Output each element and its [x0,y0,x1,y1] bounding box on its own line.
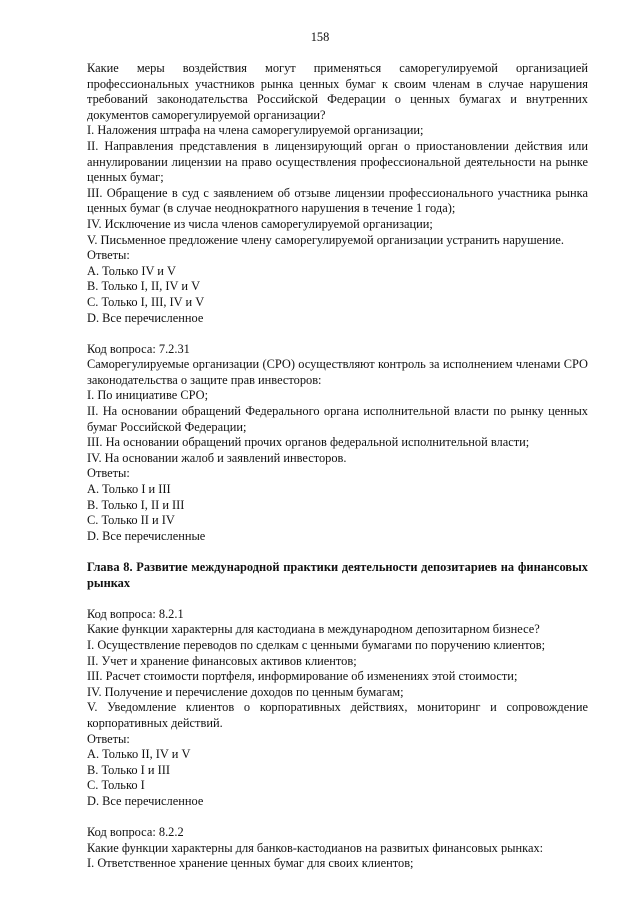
answer-option: D. Все перечисленные [87,528,206,543]
option-item: IV. Получение и перечисление доходов по ценным бумагам; [87,684,404,699]
answer-option: C. Только I, III, IV и V [87,294,205,309]
question-text: Саморегулируемые организации (СРО) осуществляют контроль за исполнением членами СРО законодательства о защите прав инвесторов: [87,357,588,387]
answers-label: Ответы: [87,466,130,481]
answer-option: C. Только II и IV [87,513,175,528]
question-block-4 [87,825,588,872]
option-item: IV. На основании жалоб и заявлений инвесторов. [87,450,347,465]
question-code: Код вопроса: 7.2.31 [87,341,190,356]
question-code: Код вопроса: 8.2.1 [87,606,184,621]
option-item: I. Ответственное хранение ценных бумаг для своих клиентов; [87,856,414,871]
question-block-3 [87,607,588,810]
answer-option: B. Только I, II, IV и V [87,279,201,294]
answer-option: D. Все перечисленное [87,310,204,325]
question-code: Код вопроса: 8.2.2 [87,825,184,840]
answers-label: Ответы: [87,731,130,746]
question-block-2 [87,342,588,545]
question-text: Какие функции характерны для кастодиана в международном депозитарном бизнесе? [87,622,540,637]
option-item: III. Расчет стоимости портфеля, информирование об изменениях этой стоимости; [87,669,518,684]
answer-option: A. Только II, IV и V [87,747,191,762]
option-item: IV. Исключение из числа членов саморегулируемой организации; [87,216,433,231]
spacer [87,326,588,342]
answer-option: C. Только I [87,778,145,793]
spacer [87,544,588,560]
answer-option: B. Только I и III [87,762,170,777]
option-item: I. Наложения штрафа на члена саморегулируемой организации; [87,123,424,138]
spacer [87,591,588,607]
option-item: I. Осуществление переводов по сделкам с ценными бумагами по поручению клиентов; [87,637,546,652]
answer-option: A. Только IV и V [87,263,176,278]
option-item: II. Направления представления в лицензирующий орган о приостановлении действия или аннулировании лицензии на право осуществления профессиональной деятельности на рынке ценных бумаг; [87,138,588,185]
answer-option: D. Все перечисленное [87,793,204,808]
answer-option: A. Только I и III [87,482,171,497]
answers-label: Ответы: [87,248,130,263]
question-text: Какие меры воздействия могут применяться саморегулируемой организацией профессиональных участников рынка ценных бумаг к своим членам в случае нарушения требований законодательства Российской Федерации о ценных бумагах и внутренних документов саморегулируемой организации? [87,61,588,122]
option-item: I. По инициативе СРО; [87,388,209,403]
option-item: III. На основании обращений прочих органов федеральной исполнительной власти; [87,435,530,450]
answer-option: B. Только I, II и III [87,497,185,512]
option-item: II. Учет и хранение финансовых активов клиентов; [87,653,357,668]
option-item: V. Уведомление клиентов о корпоративных действиях, мониторинг и сопровождение корпоративных действий. [87,700,588,730]
option-item: II. На основании обращений Федерального органа исполнительной власти по рынку ценных бумаг Российской Федерации; [87,404,588,434]
question-block-1 [87,61,588,326]
page-number: 158 [310,30,330,44]
page-content [87,61,588,872]
chapter-heading: Глава 8. Развитие международной практики деятельности депозитариев на финансовых рынках [87,560,588,590]
option-item: III. Обращение в суд с заявлением об отзыве лицензии профессионального участника рынка ценных бумаг (в случае неоднократного нарушения в течение 1 года); [87,185,588,216]
option-item: V. Письменное предложение члену саморегулируемой организации устранить нарушение. [87,232,564,247]
question-text: Какие функции характерны для банков-кастодианов на развитых финансовых рынках: [87,840,544,855]
spacer [87,810,588,826]
